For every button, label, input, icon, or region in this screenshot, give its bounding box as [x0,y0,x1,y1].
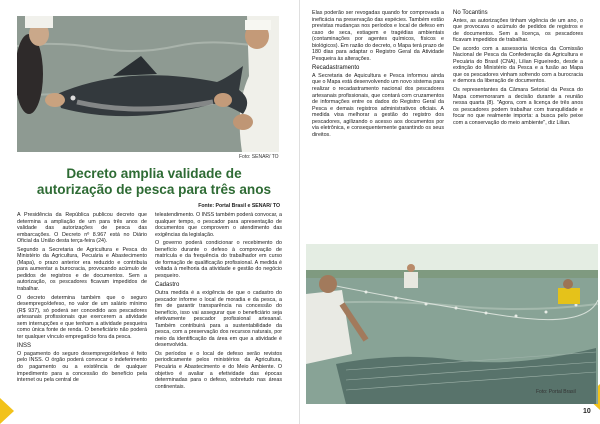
article-column-4 [453,10,583,128]
paragraph: A Presidência da República publicou decreto que determina a ampliação de um para três anos de validade das autorizações de pesca das embarcações. O Decreto nº 8.967 está no Diário Oficial da União desta terça-feira (24). [17,212,147,245]
fishing-net-photo [306,244,598,404]
headline: Decreto amplia validade de autorização de pesca para três anos [36,166,272,197]
paragraph: De acordo com a assessoria técnica da Comissão Nacional de Pesca da Confederação da Agricultura e Pecuária do Brasil (CNA), Lilian Figueiredo, desde a extinção do Ministério da Pesca e a fusão ao Mapa que os pescadores vinham sofrendo com a burocracia e demora da liberação de documentos. [453,45,583,85]
section-heading-recadastramento: Recadastramento [312,65,360,72]
fishermen-illustration [17,16,279,152]
fishing-net-illustration [306,244,598,404]
paragraph: Os períodos e o local de defeso serão revistos periodicamente pelos ministérios da Agricultura, Pecuária e Abastecimento e do Meio Ambiente. O objetivo é avaliar a efetividade das épocas determinadas para o defeso, sobretudo nas áreas continentais. [155,350,282,390]
paragraph: Antes, as autorizações tinham vigência de um ano, o que provocava o acúmulo de pedidos de registros e de documentos. Sem a licença, os pescadores ficavam impedidos de trabalhar. [453,17,583,44]
fishermen-photo [17,16,279,152]
byline: Fonte: Portal Brasil e SENAR/ TO [198,203,280,209]
paragraph: Elas poderão ser revogadas quando for comprovada a ineficácia na preservação das espécies. Também estão previstas mudanças nos períodos e local de defeso em caso de seca, estiagem e tragédias ambientais (contaminações por agentes químicos, físicos e biológicos). Em razão do decreto, o Mapa terá prazo de 180 dias para adaptar o Registro Geral da Atividade Pesqueira às alterações. [312,10,444,62]
paragraph: O pagamento do seguro desemprego/defeso é feito pelo INSS. O órgão poderá convocar o indeferimento do pagamento ou a existência de qualquer impedimento para a concessão do benefício pela internet ou pela central de [17,350,147,384]
section-heading-tocantins: No Tocantins [453,10,488,16]
article-column-1 [17,212,147,386]
section-heading-inss: INSS [17,343,32,350]
paragraph: O governo poderá condicionar o recebimento do benefício durante o defeso à comprovação de matrícula e da frequência do trabalhador em curso de formação de qualificação profissional. A medida é voltada à melhoria da atividade e gestão do negócio pesqueiro. [155,240,282,279]
paragraph: Outra medida é a exigência de que o cadastro do pescador informe o local de moradia e da pesca, a fim de garantir transparência na concessão do benefício, isso vai assegurar que o beneficiário seja efetivamente pescador profissional artesanal. Também contribuirá para a sustentabilidade da pesca, com a preservação dos recursos naturais, por meio da identificação da área em que a atividade é desenvolvida. [155,290,282,349]
paragraph: teleatendimento. O INSS também poderá convocar, a qualquer tempo, o pescador para apresentação de documentos que comprovem o atendimento das exigências da legislação. [155,212,282,238]
article-column-2 [155,212,282,392]
corner-accent [0,398,14,424]
paragraph: O decreto determina também que o seguro desemprego/defeso, no valor de um salário mínimo (R$ 937), só poderá ser concedido aos pescadores artesanais profissionais que exercerem a atividade sem interrupções e que tenham a atividade pesqueira como única fonte de renda. O beneficiário não poderá ter qualquer vínculo empregatício fora da pesca. [17,294,147,340]
article-column-3 [312,10,444,140]
paragraph: Segundo a Secretaria de Agricultura e Pesca do Ministério da Agricultura, Pecuária e Abastecimento (Mapa), o prazo anterior era reduzido e contribuía para aumentar a burocracia, provocando acúmulo de pedidos de registros e de documentos. Sem a autorização, os pescadores ficavam impedidos de trabalhar. [17,246,147,293]
photo-credit: Foto: SENAR/ TO [239,154,279,160]
photo-credit: Foto: Portal Brasil [536,389,576,395]
page-number: 9 [6,408,10,415]
paragraph: Os representantes da Câmara Setorial da Pesca do Mapa comemoraram a decisão durante a reunião nessa quarta (8). "Agora, com a licença de três anos os pescadores podem trabalhar com tranquilidade e focar no que realmente importa: a busca pelo peixe com a conservação do meio ambiente", diz Lilian. [453,87,583,126]
section-heading-cadastro: Cadastro [155,282,180,289]
paragraph: A Secretaria de Aquicultura e Pesca informou ainda que o Mapa está desenvolvendo um novo sistema para realizar o recadastramento nacional dos pescadores artesanais profissionais, que contará com cruzamentos de informações entre os dados do Registro Geral da Pesca e demais registros administrativos oficiais. A medida visa melhorar a gestão do registro dos pescadores, agilizando o acesso aos documentos por via eletrônica, e consequentemente garantindo os seus direitos. [312,72,444,138]
page-number: 10 [583,408,591,415]
